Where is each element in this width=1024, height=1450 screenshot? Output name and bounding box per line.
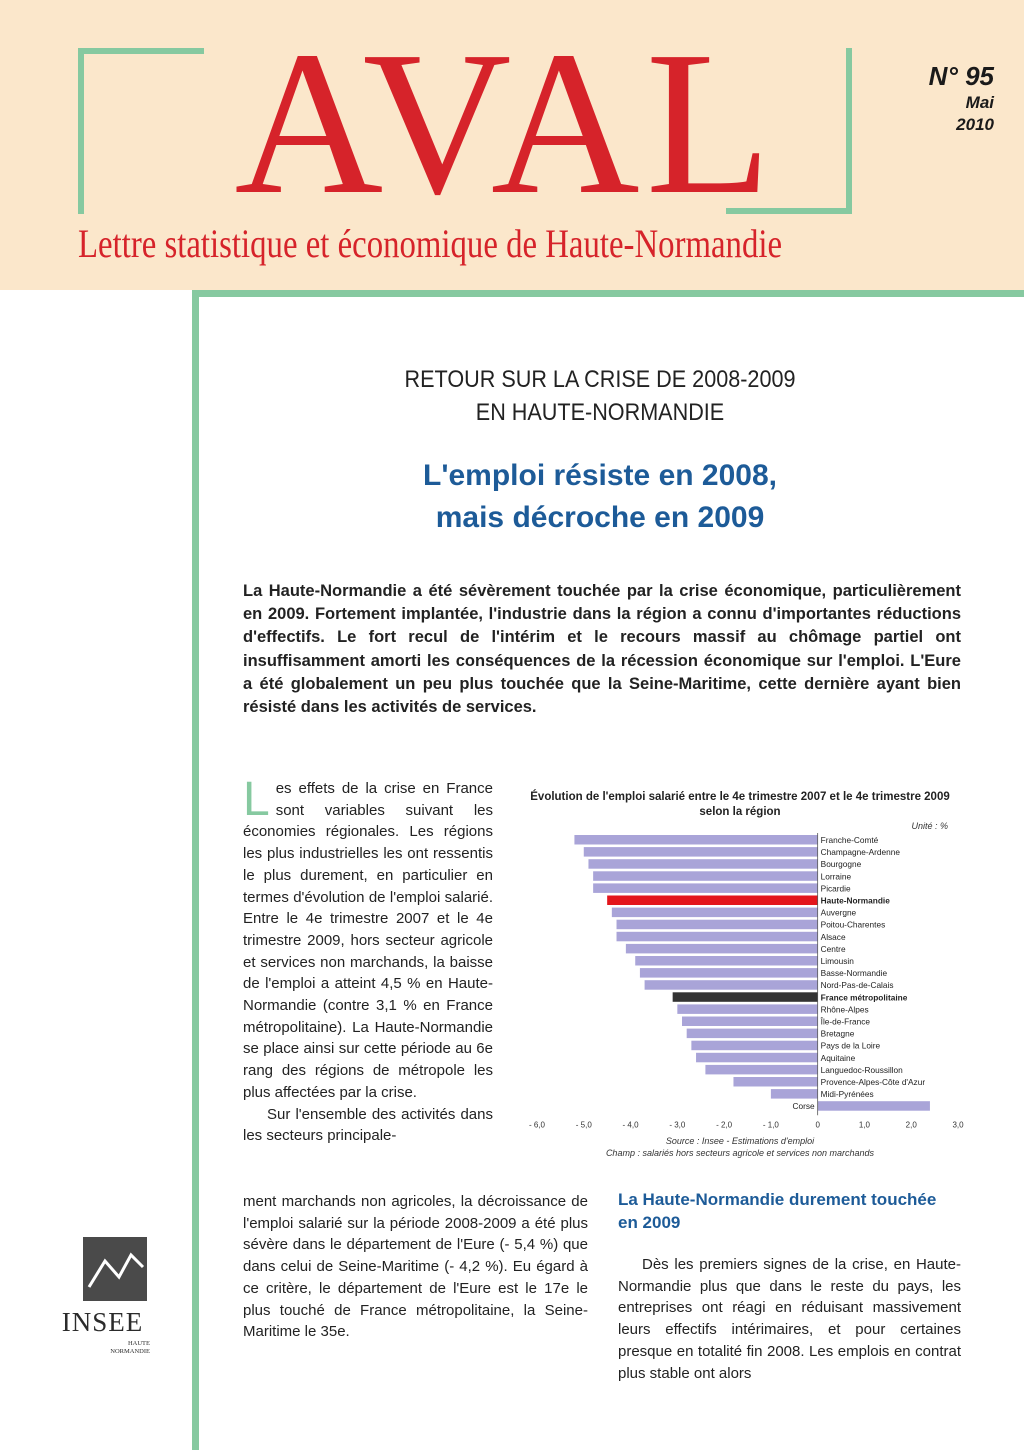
article-headline xyxy=(300,455,900,539)
chart-scope: Champ : salariés hors secteurs agricole et services non marchands xyxy=(605,1148,875,1158)
chart-source: Source : Insee - Estimations d'emploi xyxy=(665,1136,815,1146)
chart-category-label: Franche-Comté xyxy=(820,835,879,845)
chart-x-tick-label: 0 xyxy=(815,1120,820,1130)
chart-bar xyxy=(574,835,817,845)
chart-bar xyxy=(640,968,818,978)
chart-category-label: Provence-Alpes-Côte d'Azur xyxy=(820,1077,926,1087)
drop-cap: L xyxy=(243,773,270,826)
kicker-line-1: RETOUR SUR LA CRISE DE 2008-2009 xyxy=(404,366,796,393)
chart-category-label: Centre xyxy=(820,943,846,954)
headline-line-2: mais décroche en 2009 xyxy=(435,501,765,534)
logo-bracket-left xyxy=(78,48,204,214)
chart-bar xyxy=(733,1077,817,1087)
chart-category-label: Auvergne xyxy=(820,907,857,918)
chart-bar xyxy=(705,1065,817,1075)
header-banner xyxy=(0,0,1024,290)
column-2 xyxy=(618,1254,961,1384)
chart-x-tick-label: 1,0 xyxy=(858,1120,871,1130)
chart-category-label: Poitou-Charentes xyxy=(820,919,886,930)
chart-title: Évolution de l'emploi salarié entre le 4e trimestre 2007 et le 4e trimestre 2009 selon la région xyxy=(530,791,950,818)
chart-x-tick-label: - 1,0 xyxy=(762,1120,779,1130)
chart-category-label: Île-de-France xyxy=(820,1016,871,1027)
article-lead: La Haute-Normandie a été sévèrement touchée par la crise économique, particulièrement en 2009. Fortement implantée, l'industrie dans la région a connu d'importantes réductions d'effectifs. Le fort recul de l'intérim et le recours massif au chômage partiel ont insuffisamment amorti les conséquences de la récession économique sur l'emploi. L'Eure a été globalement un peu plus touchée que la Seine-Maritime, cette dernière ayant bien résisté dans les activités de services. xyxy=(243,582,961,717)
chart-x-tick-label: 2,0 xyxy=(905,1120,917,1130)
chart-category-label: Basse-Normandie xyxy=(820,968,888,979)
column-1-bottom xyxy=(243,1191,588,1343)
chart-bar xyxy=(626,944,818,954)
chart-category-label: Bretagne xyxy=(820,1028,855,1039)
chart-bar xyxy=(771,1089,818,1099)
issue-year: 2010 xyxy=(956,115,994,134)
chart-bar xyxy=(635,956,817,966)
chart-category-label: Limousin xyxy=(820,956,854,966)
publication-subtitle: Lettre statistique et économique de Haute-Normandie xyxy=(78,221,783,266)
issue-info xyxy=(929,60,994,136)
chart-category-label: Haute-Normandie xyxy=(820,895,890,906)
frame-vertical-rule xyxy=(192,290,199,1450)
chart-x-tick-label: - 4,0 xyxy=(622,1120,639,1130)
insee-wordmark: INSEE xyxy=(61,1307,144,1337)
chart-category-label: Bourgogne xyxy=(820,859,862,870)
section-title: La Haute-Normandie durement touchée en 2009 xyxy=(618,1190,937,1232)
chart-category-label: Aquitaine xyxy=(820,1052,856,1063)
article-kicker xyxy=(330,363,870,429)
headline-line-1: L'emploi résiste en 2008, xyxy=(423,459,777,492)
chart-bar xyxy=(673,992,818,1002)
chart-category-label: Nord-Pas-de-Calais xyxy=(820,980,894,991)
chart-category-label: France métropolitaine xyxy=(820,992,908,1003)
insee-emblem xyxy=(83,1237,147,1301)
chart-x-tick-label: - 3,0 xyxy=(669,1120,686,1130)
chart-bar xyxy=(645,980,818,990)
chart-bar xyxy=(584,847,818,857)
chart-x-tick-label: - 5,0 xyxy=(575,1120,592,1130)
insee-region-line-2: NORMANDIE xyxy=(110,1348,150,1355)
column-1-top xyxy=(243,773,493,1147)
chart-category-label: Midi-Pyrénées xyxy=(820,1089,874,1100)
chart-bar xyxy=(593,883,818,893)
frame-horizontal-rule xyxy=(192,290,1024,297)
chart-bar xyxy=(696,1053,818,1063)
chart-x-tick-label: - 6,0 xyxy=(528,1120,546,1130)
chart-bar xyxy=(691,1041,817,1051)
chart-unit-label: Unité : % xyxy=(911,821,948,831)
chart-category-label: Rhône-Alpes xyxy=(820,1004,869,1015)
chart-category-label: Corse xyxy=(792,1101,815,1112)
issue-month: Mai xyxy=(965,93,994,112)
chart-bar xyxy=(612,908,818,918)
paragraph-3: Dès les premiers signes de la crise, en Haute-Normandie plus que dans le reste du pays, les entreprises ont réagi en réduisant massivement leurs effectifs intérimaires, et pour certaines presque en totalité fin 2008. Les emplois en contrat plus stable ont alors xyxy=(618,1256,961,1382)
chart-svg xyxy=(515,785,965,1165)
chart-bar xyxy=(687,1029,818,1039)
publication-logo: AVAL xyxy=(234,8,778,237)
chart-bar xyxy=(607,896,817,906)
insee-region xyxy=(85,1340,150,1356)
chart-bar xyxy=(617,920,818,930)
chart-x-tick-label: 3,0 xyxy=(952,1120,964,1130)
insee-emblem-mark xyxy=(83,1237,147,1301)
paragraph-1 xyxy=(243,773,493,1104)
kicker-line-2: EN HAUTE-NORMANDIE xyxy=(475,399,725,426)
chart-bar xyxy=(682,1017,818,1027)
issue-number: N° 95 xyxy=(928,61,994,91)
chart-category-label: Picardie xyxy=(820,883,851,894)
paragraph-2-end: ment marchands non agricoles, la décroissance de l'emploi salarié sur la période 2008-2009 a été plus sévère dans le département de l'Eure (- 5,4 %) que dans celui de Seine-Maritime (- 4,2 %). Eu égard à ce critère, le département de l'Eure est le 17e le plus touché de France métropolitaine, la Seine-Maritime le 35e. xyxy=(243,1193,588,1341)
paragraph-2-start: Sur l'ensemble des activités dans les secteurs principale- xyxy=(243,1105,493,1145)
chart-category-label: Alsace xyxy=(820,931,846,942)
paragraph-1-text: es effets de la crise en France sont variables suivant les économies régionales. Les régions les plus industrielles les ont ressentis le plus durement, en particulier en termes d'évolution de l'emploi salarié. Entre le 4e trimestre 2007 et le 4e trimestre 2009, hors secteur agricole et services non marchands, la baisse de l'emploi a atteint 4,5 % en Haute-Normandie (contre 3,1 % en France métropolitaine). La Haute-Normandie se place ainsi sur cette période au 6e rang des régions de métropole les plus affectées par la crise. xyxy=(243,780,493,1101)
chart-bar xyxy=(593,871,818,881)
chart-bar xyxy=(677,1004,817,1014)
chart-category-label: Champagne-Ardenne xyxy=(820,847,901,858)
insee-region-line-1: HAUTE xyxy=(127,1340,150,1347)
chart-category-label: Lorraine xyxy=(820,871,852,882)
chart-category-label: Pays de la Loire xyxy=(820,1040,881,1051)
chart-category-label: Languedoc-Roussillon xyxy=(820,1064,903,1075)
chart-x-tick-label: - 2,0 xyxy=(716,1120,733,1130)
chart-bar xyxy=(588,859,817,869)
chart-bar xyxy=(617,932,818,942)
chart-bar xyxy=(818,1101,930,1111)
employment-chart xyxy=(515,785,965,1165)
